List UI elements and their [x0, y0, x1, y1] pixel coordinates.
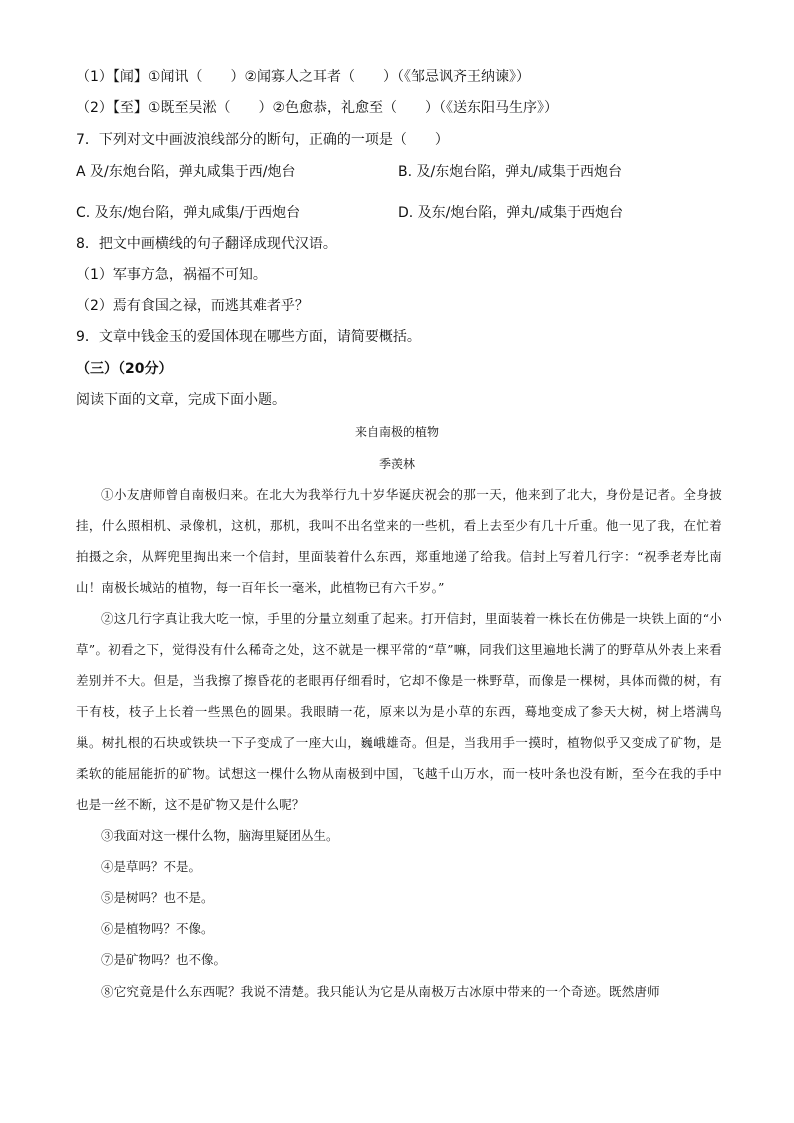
- q7-option-b: B. 及/东炮台陷，弹丸/咸集于西炮台: [398, 164, 622, 180]
- question-9-stem: 9．文章中钱金玉的爱国体现在哪些方面，请简要概括。: [76, 329, 421, 345]
- article-paragraph-1: ①小友唐师曾自南极归来。在北大为我举行九十岁华诞庆祝会的那一天，他来到了北大，身份是记者。全身披挂，什么照相机、录像机，这机，那机，我叫不出名堂来的一些机，看上去至少有几十斤重。他一见了我，在忙着拍摄之余，从辉兜里掏出来一个信封，里面装着什么东西，郑重地递了给我。信封上写着几行字：“祝季老寿比南山！南极长城站的植物，每一百年长一毫米，此植物已有六千岁。”: [76, 487, 722, 595]
- vocab-line-wen: （1）【闻】①闻讯（ ）②闻寡人之耳者（ ）（《邹忌讽齐王纳谏》）: [76, 69, 531, 85]
- article-paragraph-5: ⑤是树吗？也不是。: [101, 890, 214, 905]
- article-paragraph-3: ③我面对这一棵什么物，脑海里疑团丛生。: [101, 828, 339, 843]
- article-body-continued: [76, 976, 722, 1007]
- article-paragraph-7: ⑦是矿物吗？也不像。: [101, 952, 227, 967]
- q7-option-a: A 及/东炮台陷，弹丸咸集于西/炮台: [76, 164, 296, 180]
- vocab-line-zhi: （2）【至】①既至吴淞（ ）②色愈恭，礼愈至（ ）（《送东阳马生序》）: [76, 100, 559, 116]
- article-paragraph-8: ⑧它究竟是什么东西呢？我说不清楚。我只能认为它是从南极万古冰原中带来的一个奇迹。既然唐师: [101, 984, 660, 999]
- section-3-heading: （三）（20分）: [76, 361, 173, 377]
- question-7-stem: 7．下列对文中画波浪线部分的断句，正确的一项是（ ）: [76, 132, 449, 148]
- article-author: 季羡林: [378, 457, 415, 471]
- q8-sentence-1: （1）军事方急，祸福不可知。: [76, 267, 267, 283]
- question-8-stem: 8．把文中画横线的句子翻译成现代汉语。: [76, 236, 337, 252]
- section-3-instruction: 阅读下面的文章，完成下面小题。: [76, 392, 286, 408]
- article-paragraph-2: ②这几行字真让我大吃一惊，手里的分量立刻重了起来。打开信封，里面装着一株长在仿佛是一块铁上面的“小草”。初看之下，觉得没有什么稀奇之处，这不就是一棵平常的“草”嘛，同我们这里遍地长满了的野草从外表上来看差别并不大。但是，当我擦了擦昏花的老眼再仔细看时，它却不像是一株野草，而像是一棵树，具体而微的树，有干有枝，枝子上长着一些黑色的圆果。我眼睛一花，原来以为是小草的东西，蓦地变成了参天大树，树上塔满鸟巢。树扎根的石块或铁块一下子变成了一座大山，巍峨雄奇。但是，当我用手一摸时，植物似乎又变成了矿物，是柔软的能屈能折的矿物。试想这一棵什么物从南极到中国，飞越千山万水，而一枝叶条也没有断，至今在我的手中也是一丝不断，这不是矿物又是什么呢？: [76, 611, 722, 812]
- q7-option-d: D. 及东/炮台陷，弹丸/咸集于西炮台: [398, 205, 624, 221]
- article-body: [76, 479, 722, 820]
- q7-option-c: C. 及东/炮台陷，弹丸咸集/于西炮台: [76, 205, 301, 221]
- article-paragraph-6: ⑥是植物吗？不像。: [101, 921, 214, 936]
- article-paragraph-4: ④是草吗？不是。: [101, 859, 202, 874]
- article-title: 来自南极的植物: [354, 425, 439, 439]
- q8-sentence-2: （2）焉有食国之禄，而逃其难者乎？: [76, 298, 309, 314]
